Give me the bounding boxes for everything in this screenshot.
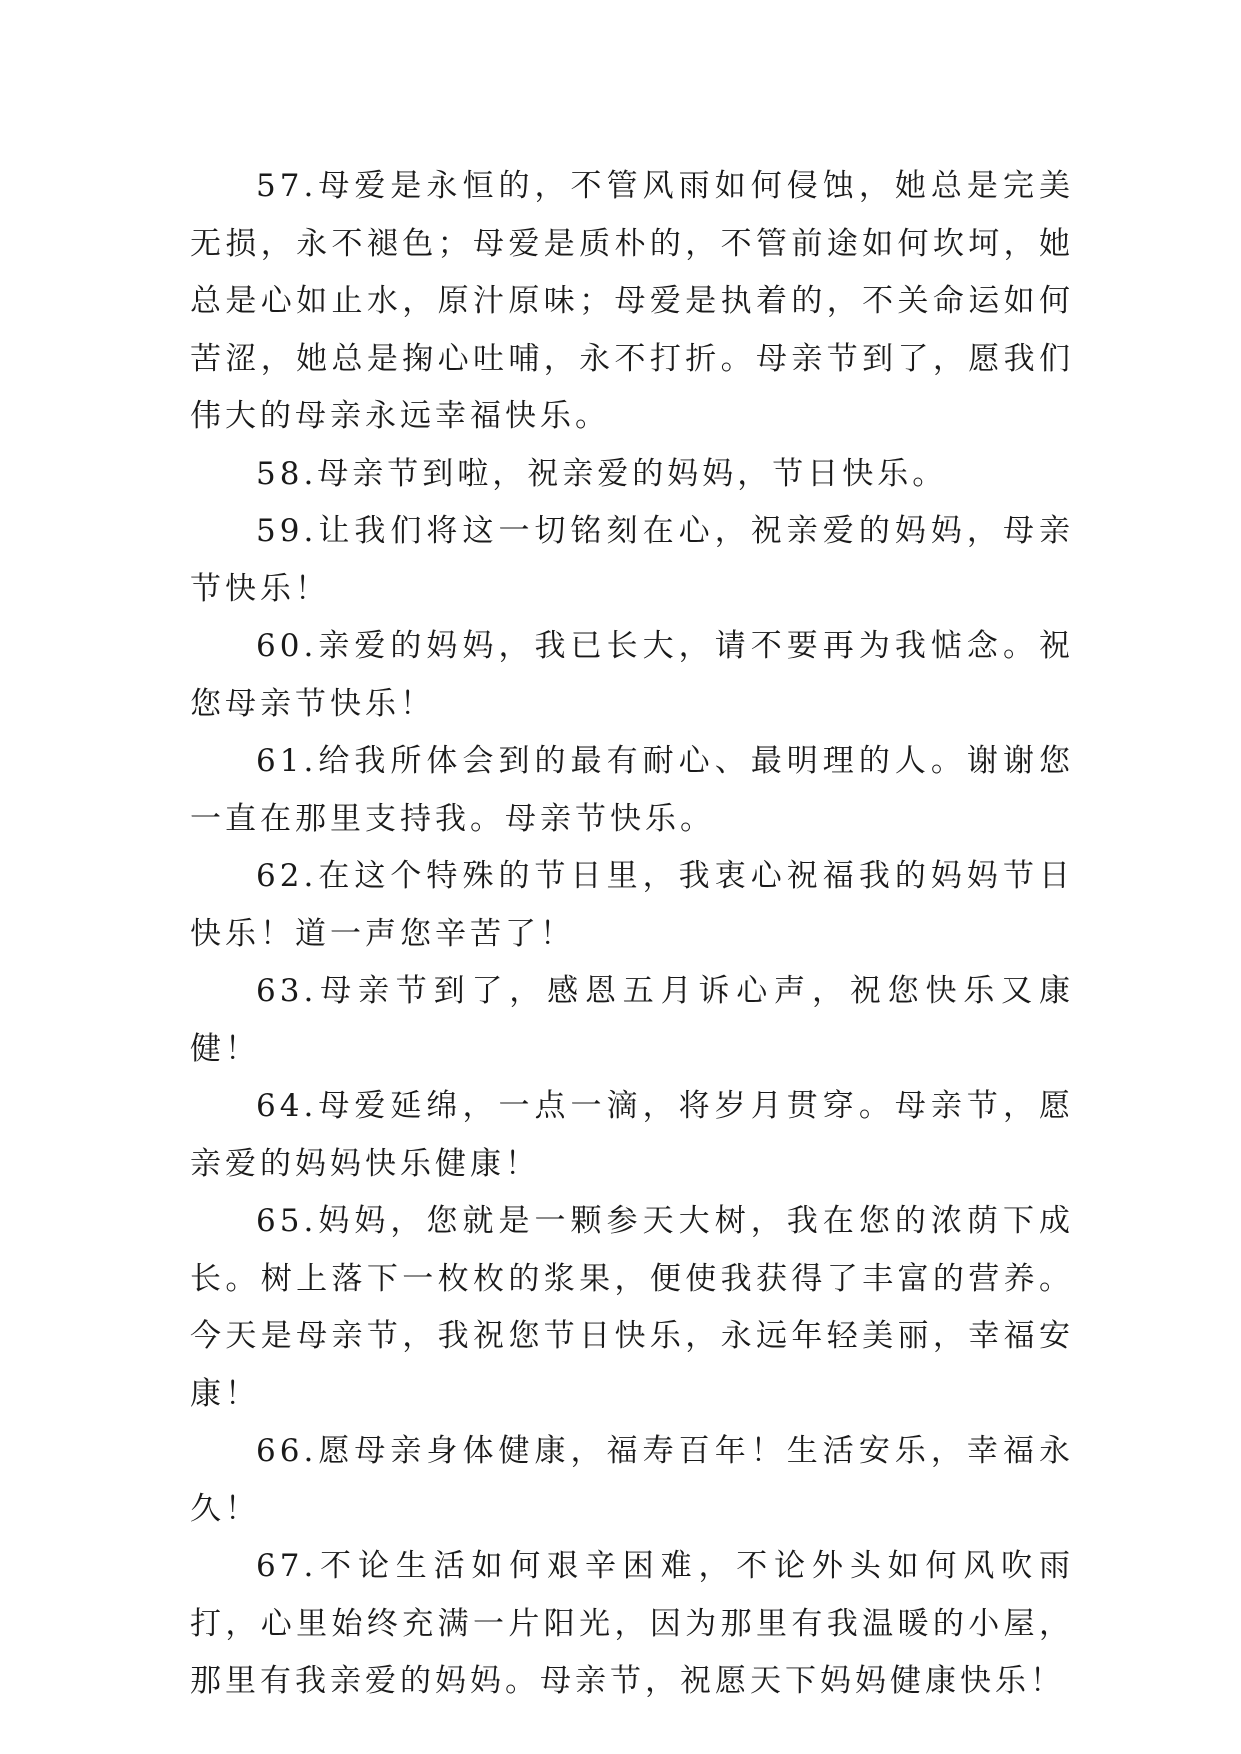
paragraph-62: 62.在这个特殊的节日里，我衷心祝福我的妈妈节日快乐！道一声您辛苦了！ (190, 858, 1074, 952)
paragraph-60: 60.亲爱的妈妈，我已长大，请不要再为我惦念。祝您母亲节快乐！ (190, 628, 1074, 722)
paragraph-58: 58.母亲节到啦，祝亲爱的妈妈，节日快乐。 (256, 455, 948, 492)
paragraph-61: 61.给我所体会到的最有耐心、最明理的人。谢谢您一直在那里支持我。母亲节快乐。 (190, 743, 1074, 837)
document-body (190, 158, 1074, 1711)
paragraph-67: 67.不论生活如何艰辛困难，不论外头如何风吹雨打，心里始终充满一片阳光，因为那里有我温暖的小屋，那里有我亲爱的妈妈。母亲节，祝愿天下妈妈健康快乐！ (190, 1548, 1074, 1699)
paragraph-57: 57.母爱是永恒的，不管风雨如何侵蚀，她总是完美无损，永不褪色；母爱是质朴的，不管前途如何坎坷，她总是心如止水，原汁原味；母爱是执着的，不关命运如何苦涩，她总是掬心吐哺，永不打折。母亲节到了，愿我们伟大的母亲永远幸福快乐。 (190, 168, 1074, 434)
paragraph-65: 65.妈妈，您就是一颗参天大树，我在您的浓荫下成长。树上落下一枚枚的浆果，便使我获得了丰富的营养。今天是母亲节，我祝您节日快乐，永远年轻美丽，幸福安康！ (190, 1203, 1074, 1412)
paragraph-63: 63.母亲节到了，感恩五月诉心声，祝您快乐又康健！ (190, 973, 1074, 1067)
paragraph-64: 64.母爱延绵，一点一滴，将岁月贯穿。母亲节，愿亲爱的妈妈快乐健康！ (190, 1088, 1074, 1182)
paragraph-66: 66.愿母亲身体健康，福寿百年！生活安乐，幸福永久！ (190, 1433, 1074, 1527)
paragraph-59: 59.让我们将这一切铭刻在心，祝亲爱的妈妈，母亲节快乐！ (190, 513, 1074, 607)
